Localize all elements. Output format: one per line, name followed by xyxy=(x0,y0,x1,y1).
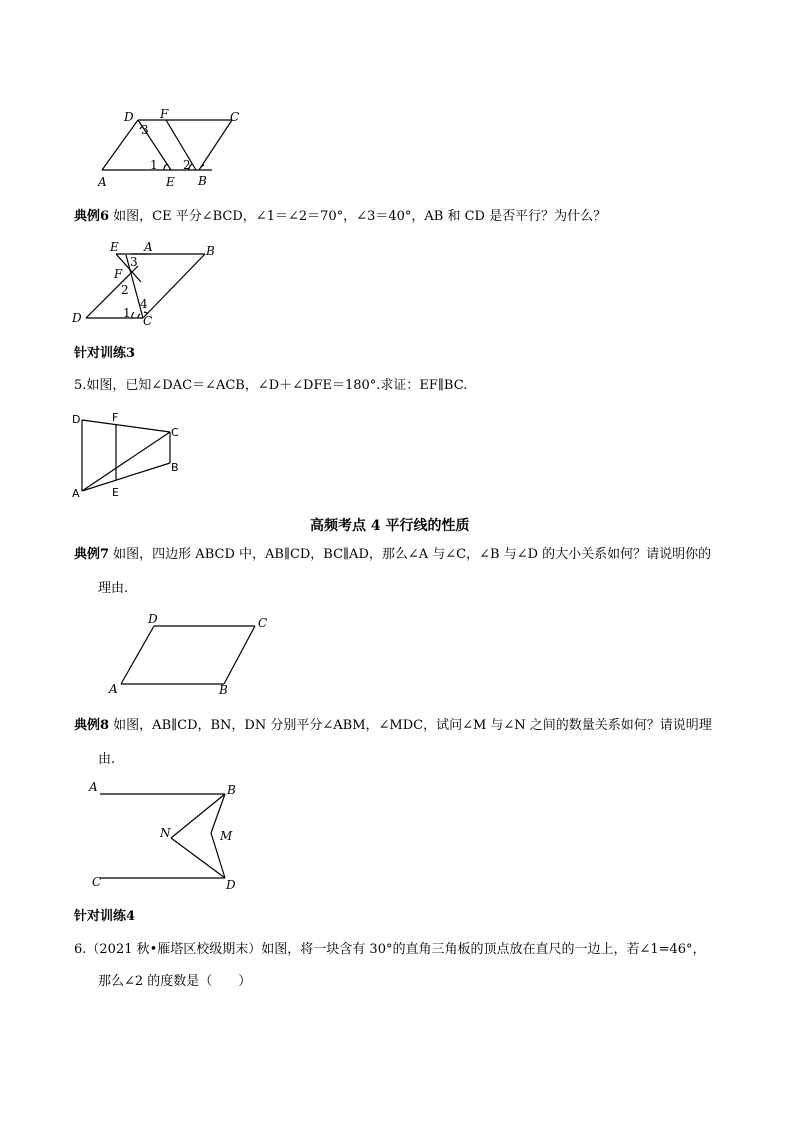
problem6-line2: 那么∠2 的度数是（ ） xyxy=(98,974,252,989)
example7-line1 xyxy=(74,546,711,564)
label-F: F xyxy=(114,267,123,281)
training4-label: 针对训练4 xyxy=(74,909,136,924)
label-D: D xyxy=(148,612,158,626)
angle-label-3: 3 xyxy=(141,123,149,137)
label-E: E xyxy=(166,175,175,189)
label-D: D xyxy=(124,110,134,124)
example8-line1 xyxy=(74,717,712,735)
label-C: C xyxy=(92,875,102,889)
label-F: F xyxy=(160,107,169,121)
example8-label: 典例8 xyxy=(74,718,110,733)
training3-label: 针对训练3 xyxy=(74,346,136,361)
figure-parallelogram-defc xyxy=(90,105,260,195)
label-B: B xyxy=(227,783,236,797)
example7-line2: 理由. xyxy=(98,581,129,596)
example7-label: 典例7 xyxy=(74,547,110,562)
figure-parallel-lines-nm xyxy=(84,776,254,896)
angle-label-3: 3 xyxy=(130,255,138,269)
angle-label-1: 1 xyxy=(123,306,131,320)
label-E: E xyxy=(110,240,119,254)
example8-line2: 由. xyxy=(98,752,116,767)
example8-body: 如图，AB∥CD，BN，DN 分别平分∠ABM，∠MDC，试问∠M 与∠N 之间的数量关系如何？请说明理 xyxy=(109,718,712,733)
label-A: A xyxy=(72,487,80,500)
label-F: F xyxy=(112,411,119,424)
label-B: B xyxy=(171,461,179,474)
label-C: C xyxy=(143,314,153,328)
label-C: C xyxy=(258,616,268,630)
problem6-line1: 6.（2021 秋•雁塔区校级期末）如图，将一块含有 30°的直角三角板的顶点放在直尺的一边上，若∠1=46°， xyxy=(74,942,706,957)
label-A: A xyxy=(89,780,98,794)
label-E: E xyxy=(112,486,119,499)
problem5-text: 5.如图，已知∠DAC＝∠ACB，∠D＋∠DFE＝180°.求证：EF∥BC. xyxy=(74,378,468,393)
label-D: D xyxy=(72,413,81,426)
label-C: C xyxy=(230,110,240,124)
angle-label-2: 2 xyxy=(183,158,191,172)
figure-parallelogram-abcd xyxy=(100,608,280,698)
example6-text xyxy=(74,208,606,226)
angle-label-1: 1 xyxy=(150,158,158,172)
label-A: A xyxy=(144,240,153,254)
example6-label: 典例6 xyxy=(74,209,110,224)
figure-parallelogram-eabdc xyxy=(68,238,228,333)
label-C: C xyxy=(171,426,179,439)
section-title: 高频考点 4 平行线的性质 xyxy=(310,518,470,534)
label-B: B xyxy=(219,683,228,697)
example7-body: 如图，四边形 ABCD 中，AB∥CD，BC∥AD，那么∠A 与∠C，∠B 与∠D 的大小关系如何？请说明你的 xyxy=(109,547,712,562)
figure-trapezoid-dfcbae xyxy=(68,405,198,505)
angle-label-4: 4 xyxy=(140,297,148,311)
label-B: B xyxy=(198,174,207,188)
label-M: M xyxy=(220,829,233,843)
label-A: A xyxy=(98,175,107,189)
angle-label-2: 2 xyxy=(121,283,129,297)
label-N: N xyxy=(160,826,171,840)
label-B: B xyxy=(206,244,215,258)
label-D: D xyxy=(226,878,236,892)
label-D: D xyxy=(72,311,82,325)
example6-body: 如图，CE 平分∠BCD，∠1＝∠2＝70°，∠3＝40°，AB 和 CD 是否平行？为什么？ xyxy=(109,209,607,224)
label-A: A xyxy=(109,682,118,696)
